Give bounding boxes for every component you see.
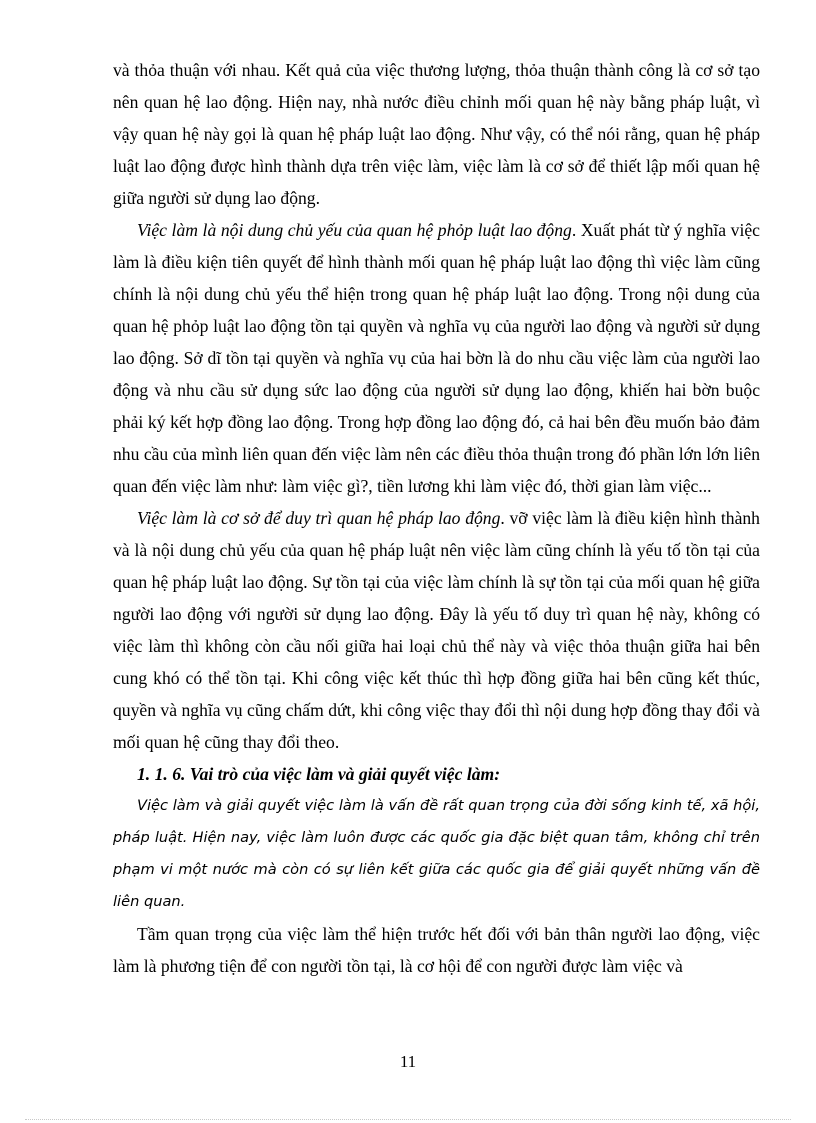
- paragraph-body-text: . vỡ việc làm là điều kiện hình thành và là nội dung chủ yếu của quan hệ pháp luật nên việc làm cũng chính là yếu tố tồn tại của quan hệ pháp luật lao động. Sự tồn tại của việc làm chính là sự tồn tại của mối quan hệ giữa người lao động với người sử dụng lao động. Đây là yếu tố duy trì quan hệ này, không có việc làm thì không còn cầu nối giữa hai loại chủ thể này và việc thỏa thuận giữa hai bên cung khó có thể tồn tại. Khi công việc kết thúc thì hợp đồng giữa hai bên cũng kết thúc, quyền và nghĩa vụ cũng chấm dứt, khi công việc thay đổi thì nội dung hợp đồng thay đổi và mối quan hệ cũng thay đổi theo.: [113, 508, 760, 752]
- paragraph-lead-italic: Việc làm là nội dung chủ yếu của quan hệ phỏp luật lao động: [137, 220, 572, 240]
- page-body: [113, 54, 760, 982]
- paragraph-body-text: . Xuất phát từ ý nghĩa việc làm là điều kiện tiên quyết để hình thành mối quan hệ pháp luật lao động thì việc làm cũng chính là nội dung chủ yếu thể hiện trong quan hệ pháp luật lao động. Trong nội dung của quan hệ phỏp luật lao động tồn tại quyền và nghĩa vụ của người lao động và người sử dụng lao động. Sở dĩ tồn tại quyền và nghĩa vụ của hai bờn là do nhu cầu việc làm của người lao động và nhu cầu sử dụng sức lao động của người sử dụng lao động, khiến hai bờn buộc phải ký kết hợp đồng lao động. Trong hợp đồng lao động đó, cả hai bên đều muốn bảo đảm nhu cầu của mình liên quan đến việc làm nên các điều thỏa thuận trong đó phần lớn lớn liên quan đến việc làm như: làm việc gì?, tiền lương khi làm việc đó, thời gian làm việc...: [113, 220, 760, 496]
- paragraph-italic-intro: Việc làm và giải quyết việc làm là vấn đề rất quan trọng của đời sống kinh tế, xã hội, pháp luật. Hiện nay, việc làm luôn được các quốc gia đặc biệt quan tâm, không chỉ trên phạm vi một nước mà còn có sự liên kết giữa các quốc gia để giải quyết những vấn đề liên quan.: [113, 797, 760, 910]
- paragraph-lead-italic: Việc làm là cơ sở để duy trì quan hệ pháp lao động: [137, 508, 501, 528]
- paragraph-employment-content: [113, 214, 760, 502]
- paragraph-continuation: và thỏa thuận với nhau. Kết quả của việc thương lượng, thỏa thuận thành công là cơ sở tạo nên quan hệ lao động. Hiện nay, nhà nước điều chỉnh mối quan hệ này bằng pháp luật, vì vậy quan hệ này gọi là quan hệ pháp luật lao động. Như vậy, có thể nói rằng, quan hệ pháp luật lao động được hình thành dựa trên việc làm, việc làm là cơ sở để thiết lập mối quan hệ giữa người sử dụng lao động.: [113, 60, 760, 208]
- page-bottom-divider: [25, 1119, 791, 1120]
- paragraph-employment-basis: [113, 502, 760, 758]
- page-number: 11: [399, 1052, 417, 1071]
- section-heading: 1. 1. 6. Vai trò của việc làm và giải quyết việc làm:: [137, 764, 501, 784]
- paragraph-importance: Tầm quan trọng của việc làm thể hiện trước hết đối với bản thân người lao động, việc làm là phương tiện để con người tồn tại, là cơ hội để con người được làm việc và: [113, 924, 760, 976]
